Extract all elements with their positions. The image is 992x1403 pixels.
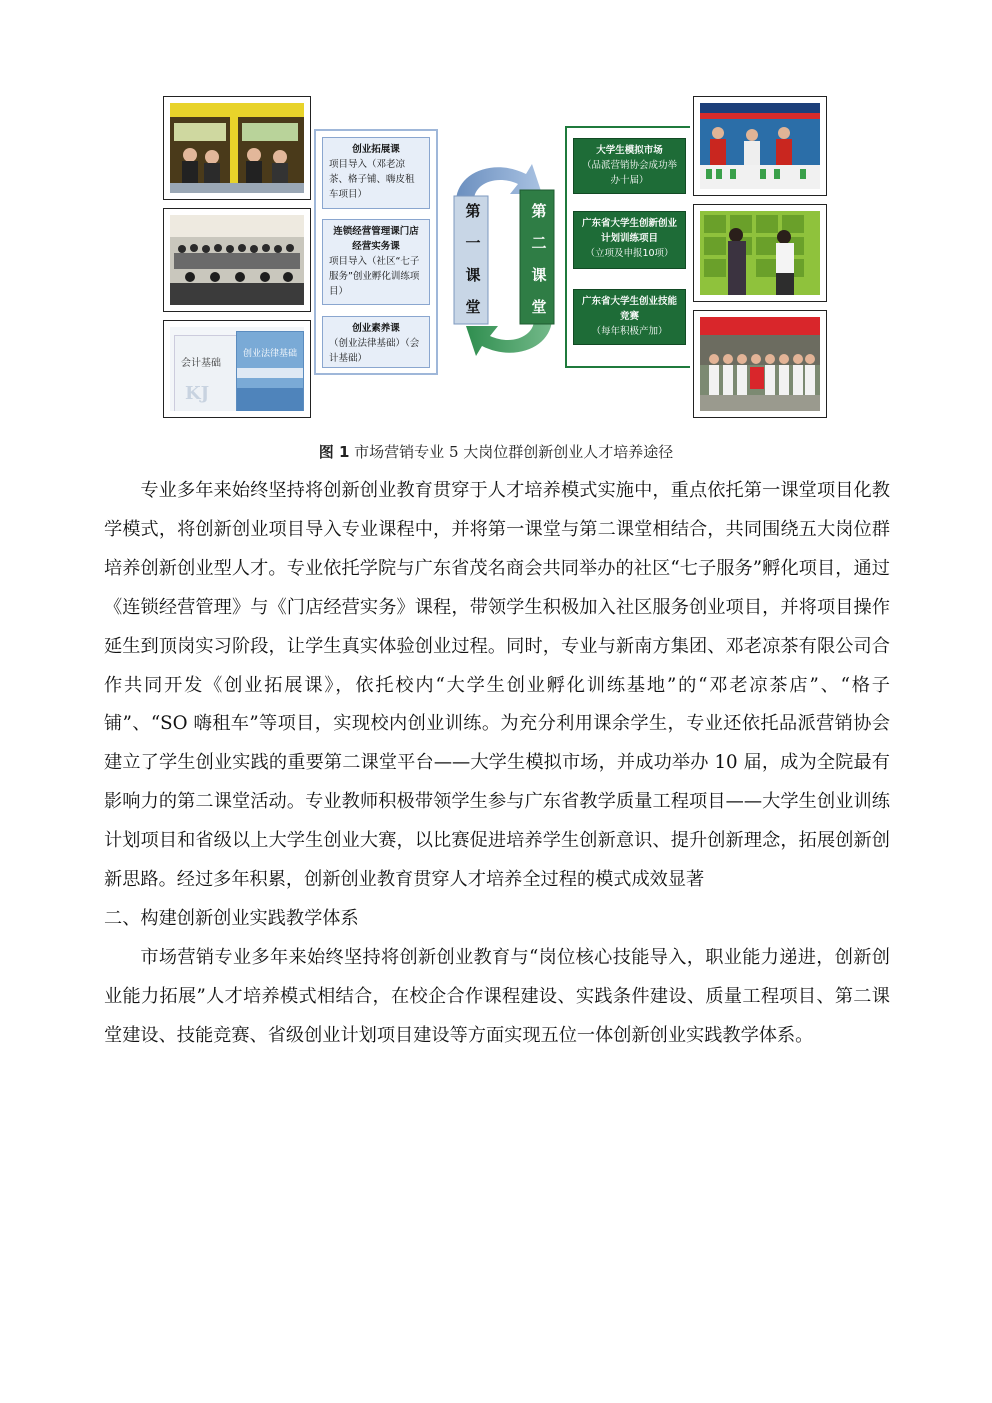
pillar-char: 堂 xyxy=(465,298,481,316)
book-accounting xyxy=(174,335,242,411)
activity-title: 广东省大学生创业技能竞赛 xyxy=(581,296,677,322)
activity-detail: （每年积极产加） xyxy=(591,326,668,337)
market-photo-image xyxy=(700,103,820,189)
pillar-char: 第 xyxy=(465,202,481,220)
pillar-char: 二 xyxy=(531,234,547,252)
book-law-title: 创业法律基础 xyxy=(243,349,298,359)
book-accounting-title: 会计基础 xyxy=(181,358,221,369)
paragraph-1: 专业多年来始终坚持将创新创业教育贯穿于人才培养模式实施中，重点依托第一课堂项目化教学模式，将创新创业项目导入专业课程中，并将第一课堂与第二课堂相结合，共同围绕五大岗位群培养创新创业型人才。专业依托学院与广东省茂名商会共同举办的社区“七子服务”孵化项目，通过《连锁经营管理》与《门店经营实务》课程，带领学生积极加入社区服务创业项目，并将项目操作延生到顶岗实习阶段，让学生真实体验创业过程。同时，专业与新南方集团、邓老凉茶有限公司合作共同开发《创业拓展课》，依托校内“大学生创业孵化训练基地”的“邓老凉茶店”、“格子铺”、“SO 嗨租车”等项目，实现校内创业训练。为充分利用课余学生，专业还依托品派营销协会建立了学生创业实践的重要第二课堂平台——大学生模拟市场，并成功举办 10 届，成为全院最有影响力的第二课堂活动。专业教师积极带领学生参与广东省教学质量工程项目——大学生创业训练计划项目和省级以上大学生创业大赛，以比赛促进培养学生创新意识、提升创新理念，拓展创新创新思路。经过多年积累，创新创业教育贯穿人才培养全过程的模式成效显著 xyxy=(104,480,890,891)
grid-shop-photo-image xyxy=(700,211,820,295)
pillar-first-classroom xyxy=(455,195,491,325)
booth-photo-image xyxy=(170,103,304,193)
pillar-char: 第 xyxy=(531,202,547,220)
figure-caption xyxy=(0,441,992,462)
course-box-entrepreneurship-literacy xyxy=(322,316,430,368)
photo-grid-shop xyxy=(693,204,827,302)
photo-market-stall xyxy=(693,96,827,196)
pillar-second-classroom xyxy=(521,195,557,325)
pillar-char: 堂 xyxy=(531,298,547,316)
photo-team-booth xyxy=(163,96,311,200)
course-detail: 项目导入（社区“七子服务”创业孵化训练项目） xyxy=(329,256,420,297)
activity-box-skills-contest xyxy=(573,289,686,345)
figure xyxy=(0,0,992,470)
caption-text: 市场营销专业 5 大岗位群创新创业人才培养途径 xyxy=(354,443,674,461)
course-title: 创业拓展课 xyxy=(352,144,400,155)
pillar-char: 课 xyxy=(465,266,481,284)
activity-box-simulated-market xyxy=(573,138,686,194)
book-law xyxy=(236,331,304,411)
pillar-char: 课 xyxy=(531,266,547,284)
course-detail: 项目导入（邓老凉茶、格子铺、嗨皮租车项目） xyxy=(329,159,415,200)
pillar-char: 一 xyxy=(465,234,481,252)
activity-box-training-project xyxy=(573,211,686,269)
course-title: 创业素养课 xyxy=(352,323,400,334)
paragraph-2: 市场营销专业多年来始终坚持将创新创业教育与“岗位核心技能导入，职业能力递进，创新创业能力拓展”人才培养模式相结合，在校企合作课程建设、实践条件建设、质量工程项目、第二课堂建设、技能竞赛、省级创业计划项目建设等方面实现五位一体创新创业实践教学体系。 xyxy=(104,946,890,1046)
meeting-photo-image xyxy=(170,215,304,305)
arrow-bottom xyxy=(466,320,552,356)
course-detail: （创业法律基础）（会计基础） xyxy=(329,338,420,364)
course-box-chain-management xyxy=(322,219,430,305)
photo-award-group xyxy=(693,310,827,418)
activity-title: 大学生模拟市场 xyxy=(596,145,663,156)
photo-textbooks xyxy=(163,320,311,418)
book-law-band xyxy=(237,368,303,378)
caption-prefix: 图 1 xyxy=(318,443,350,461)
course-box-entrepreneurship-expansion xyxy=(322,137,430,209)
course-title: 连锁经营管理课门店经营实务课 xyxy=(333,226,419,252)
award-photo-image xyxy=(700,317,820,411)
photo-group-meeting xyxy=(163,208,311,312)
body-text xyxy=(104,472,890,1056)
section-heading: 二、构建创新创业实践教学体系 xyxy=(104,907,359,929)
activity-detail: （品派营销协会成功举办十届） xyxy=(581,160,677,186)
activity-title: 广东省大学生创新创业计划训练项目 xyxy=(581,218,677,244)
book-accounting-logo: KJ xyxy=(185,383,210,404)
book-law-band2 xyxy=(237,388,303,411)
activity-detail: （立项及申报10项） xyxy=(585,248,674,259)
